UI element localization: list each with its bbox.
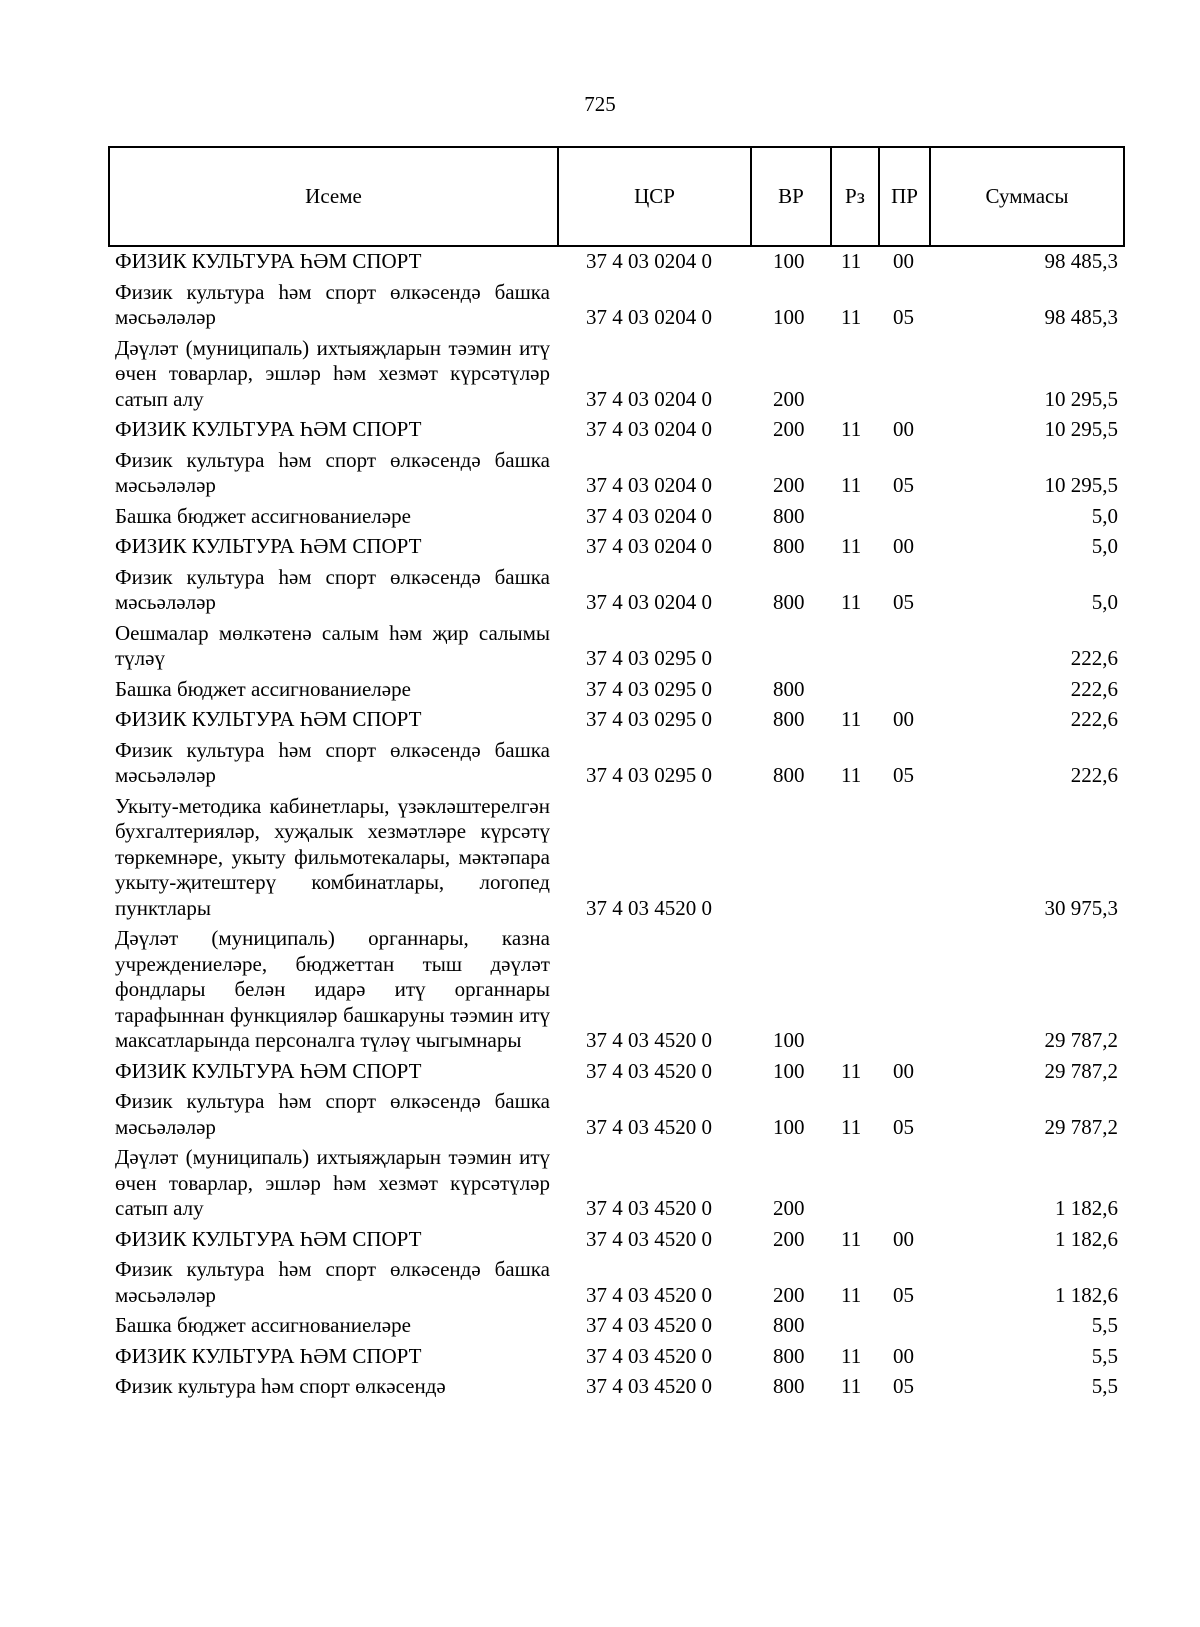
table-row (109, 502, 1124, 533)
cell-rz: 11 (841, 249, 862, 273)
cell-vr: 100 (773, 1028, 805, 1052)
cell-csr: 37 4 03 0295 0 (586, 676, 712, 701)
cell-vr: 200 (773, 1282, 805, 1307)
cell-sum: 5,0 (1091, 503, 1118, 528)
table-row (109, 924, 1124, 1057)
cell-name: Физик культура һәм спорт өлкәсендә башка мәсьәләләр (115, 447, 550, 497)
cell-pr (879, 619, 930, 675)
cell-name: Башка бюджет ассигнованиеләре (115, 503, 411, 528)
cell-name: ФИЗИК КУЛЬТУРА ҺӘМ СПОРТ (115, 1058, 422, 1083)
cell-pr: 05 (893, 763, 914, 787)
cell-sum: 29 787,2 (1044, 1028, 1118, 1052)
cell-rz: 11 (841, 763, 862, 787)
cell-pr: 05 (893, 590, 914, 614)
cell-name: Физик культура һәм спорт өлкәсендә башка мәсьәләләр (115, 564, 550, 614)
cell-csr: 37 4 03 4520 0 (586, 1028, 712, 1052)
cell-name: ФИЗИК КУЛЬТУРА ҺӘМ СПОРТ (115, 1343, 422, 1368)
table-body (109, 246, 1124, 1403)
header-rz: Рз (831, 147, 879, 246)
cell-vr: 800 (773, 763, 805, 787)
cell-csr: 37 4 03 0204 0 (586, 249, 712, 273)
cell-sum: 222,6 (1070, 707, 1118, 731)
cell-csr: 37 4 03 4520 0 (586, 1196, 712, 1220)
table-row (109, 1087, 1124, 1143)
cell-name: ФИЗИК КУЛЬТУРА ҺӘМ СПОРТ (115, 249, 422, 273)
cell-sum: 5,0 (1091, 534, 1118, 558)
cell-name: Башка бюджет ассигнованиеләре (115, 1313, 411, 1337)
cell-pr: 05 (893, 305, 914, 329)
cell-sum: 1 182,6 (1055, 1226, 1118, 1251)
table-row (109, 675, 1124, 706)
cell-vr: 200 (773, 417, 805, 441)
cell-vr: 800 (773, 1343, 805, 1368)
cell-sum: 222,6 (1070, 763, 1118, 787)
cell-rz: 11 (841, 417, 862, 441)
cell-rz (831, 924, 879, 1057)
cell-name: ФИЗИК КУЛЬТУРА ҺӘМ СПОРТ (115, 707, 422, 731)
cell-csr: 37 4 03 4520 0 (586, 1058, 712, 1083)
cell-csr: 37 4 03 0295 0 (586, 646, 712, 670)
cell-name: Физик культура һәм спорт өлкәсендә башка мәсьәләләр (115, 737, 550, 787)
cell-name: Оешмалар мөлкәтенә салым һәм җир салымы түләү (115, 620, 550, 670)
cell-csr: 37 4 03 0204 0 (586, 305, 712, 329)
cell-pr: 05 (893, 1114, 914, 1139)
cell-name: Физик культура һәм спорт өлкәсендә башка мәсьәләләр (115, 279, 550, 329)
cell-pr (879, 675, 930, 706)
cell-name: Физик культура һәм спорт өлкәсендә башка мәсьәләләр (115, 1257, 550, 1307)
cell-pr: 00 (893, 707, 914, 731)
cell-name: ФИЗИК КУЛЬТУРА ҺӘМ СПОРТ (115, 534, 422, 558)
cell-csr: 37 4 03 0204 0 (586, 386, 712, 411)
table-row (109, 532, 1124, 563)
cell-pr (879, 1311, 930, 1342)
cell-pr: 00 (893, 1058, 914, 1083)
cell-sum: 1 182,6 (1055, 1196, 1118, 1220)
cell-pr: 00 (893, 249, 914, 273)
cell-vr (751, 792, 831, 925)
cell-rz (831, 1143, 879, 1225)
cell-csr: 37 4 03 4520 0 (586, 1114, 712, 1139)
header-csr: ЦСР (558, 147, 751, 246)
cell-csr: 37 4 03 0295 0 (586, 707, 712, 731)
cell-rz: 11 (841, 1343, 862, 1368)
table-header (109, 147, 1124, 246)
table-row (109, 415, 1124, 446)
cell-sum: 10 295,5 (1044, 473, 1118, 497)
cell-pr: 00 (893, 417, 914, 441)
cell-sum: 10 295,5 (1044, 386, 1118, 411)
table-row (109, 334, 1124, 416)
cell-sum: 29 787,2 (1044, 1058, 1118, 1083)
cell-vr: 800 (773, 534, 805, 558)
cell-pr: 05 (893, 1282, 914, 1307)
cell-rz (831, 675, 879, 706)
table-row (109, 1225, 1124, 1256)
table-row (109, 736, 1124, 792)
cell-pr (879, 502, 930, 533)
cell-rz: 11 (841, 707, 862, 731)
cell-vr: 800 (773, 1313, 805, 1337)
cell-vr: 200 (773, 473, 805, 497)
cell-vr: 200 (773, 1196, 805, 1220)
cell-rz: 11 (841, 1058, 862, 1083)
cell-sum: 98 485,3 (1044, 305, 1118, 329)
cell-pr: 00 (893, 1226, 914, 1251)
table-row (109, 246, 1124, 278)
cell-rz: 11 (841, 473, 862, 497)
cell-csr: 37 4 03 0204 0 (586, 590, 712, 614)
cell-sum: 30 975,3 (1044, 895, 1118, 920)
cell-sum: 5,5 (1091, 1374, 1118, 1398)
cell-csr: 37 4 03 4520 0 (586, 1343, 712, 1368)
cell-rz (831, 334, 879, 416)
table-row (109, 792, 1124, 925)
cell-pr: 05 (893, 473, 914, 497)
cell-vr: 100 (773, 1058, 805, 1083)
cell-pr (879, 1143, 930, 1225)
cell-rz: 11 (841, 1226, 862, 1251)
cell-rz (831, 619, 879, 675)
table-row (109, 563, 1124, 619)
page-number: 725 (584, 92, 616, 116)
cell-csr: 37 4 03 0204 0 (586, 473, 712, 497)
cell-name: ФИЗИК КУЛЬТУРА ҺӘМ СПОРТ (115, 417, 422, 441)
cell-rz: 11 (841, 1114, 862, 1139)
cell-vr: 800 (773, 590, 805, 614)
cell-sum: 98 485,3 (1044, 249, 1118, 273)
cell-csr: 37 4 03 0295 0 (586, 763, 712, 787)
cell-pr (879, 924, 930, 1057)
header-pr: ПР (879, 147, 930, 246)
cell-csr: 37 4 03 0204 0 (586, 534, 712, 558)
cell-sum: 1 182,6 (1055, 1282, 1118, 1307)
table-row (109, 1255, 1124, 1311)
table-row (109, 1057, 1124, 1088)
table-row (109, 1143, 1124, 1225)
cell-csr: 37 4 03 4520 0 (586, 1374, 712, 1398)
cell-csr: 37 4 03 4520 0 (586, 1226, 712, 1251)
cell-rz (831, 792, 879, 925)
cell-vr: 800 (773, 503, 805, 528)
cell-rz: 11 (841, 1374, 862, 1398)
table-row (109, 1372, 1124, 1403)
cell-sum: 222,6 (1070, 646, 1118, 670)
cell-csr: 37 4 03 0204 0 (586, 503, 712, 528)
cell-vr: 100 (773, 1114, 805, 1139)
cell-csr: 37 4 03 4520 0 (586, 1282, 712, 1307)
cell-name: Дәүләт (муниципаль) ихтыяҗларын тәэмин итү өчен товарлар, эшләр һәм хезмәт күрсәтүләр сатып алу (115, 335, 550, 411)
cell-pr (879, 792, 930, 925)
table-row (109, 1342, 1124, 1373)
cell-sum: 5,5 (1091, 1313, 1118, 1337)
cell-name: Укыту-методика кабинетлары, үзәкләштерелгән бухгалтерияләр, хуҗалык хезмәтләре күрсәтү төркемнәре, укыту фильмотекалары, мәктәпара укыту-җитештерү комбинатлары, логопед пунктлары (115, 793, 550, 920)
cell-vr: 800 (773, 676, 805, 701)
cell-name: Дәүләт (муниципаль) ихтыяҗларын тәэмин итү өчен товарлар, эшләр һәм хезмәт күрсәтүләр сатып алу (115, 1145, 550, 1220)
cell-vr: 800 (773, 707, 805, 731)
cell-vr: 200 (773, 1226, 805, 1251)
cell-name: Башка бюджет ассигнованиеләре (115, 676, 411, 701)
cell-name: ФИЗИК КУЛЬТУРА ҺӘМ СПОРТ (115, 1226, 422, 1251)
table-row (109, 446, 1124, 502)
cell-csr: 37 4 03 4520 0 (586, 895, 712, 920)
cell-sum: 10 295,5 (1044, 417, 1118, 441)
cell-name: Физик культура һәм спорт өлкәсендә (115, 1374, 446, 1398)
cell-vr: 200 (773, 386, 805, 411)
cell-rz (831, 502, 879, 533)
header-sum: Суммасы (930, 147, 1124, 246)
cell-rz (831, 1311, 879, 1342)
cell-name: Дәүләт (муниципаль) органнары, казна учреждениеләре, бюджеттан тыш дәүләт фондлары белән идарә итү органнары тарафыннан функцияләр башкаруны тәэмин итү максатларында персоналга түләү чыгымнары (115, 926, 550, 1052)
cell-rz: 11 (841, 534, 862, 558)
cell-sum: 5,0 (1091, 590, 1118, 614)
header-vr: ВР (751, 147, 831, 246)
table-row (109, 705, 1124, 736)
budget-table (108, 146, 1125, 1403)
cell-vr (751, 619, 831, 675)
cell-pr: 05 (893, 1374, 914, 1398)
cell-name: Физик культура һәм спорт өлкәсендә башка мәсьәләләр (115, 1089, 550, 1139)
cell-pr: 00 (893, 534, 914, 558)
table-row (109, 278, 1124, 334)
budget-table-wrapper (108, 146, 1123, 1403)
cell-vr: 100 (773, 305, 805, 329)
cell-rz: 11 (841, 590, 862, 614)
cell-rz: 11 (841, 1282, 862, 1307)
cell-sum: 29 787,2 (1044, 1114, 1118, 1139)
cell-csr: 37 4 03 0204 0 (586, 417, 712, 441)
table-row (109, 619, 1124, 675)
cell-pr: 00 (893, 1343, 914, 1368)
cell-pr (879, 334, 930, 416)
cell-rz: 11 (841, 305, 862, 329)
cell-vr: 800 (773, 1374, 805, 1398)
table-row (109, 1311, 1124, 1342)
cell-csr: 37 4 03 4520 0 (586, 1313, 712, 1337)
cell-sum: 5,5 (1091, 1343, 1118, 1368)
cell-vr: 100 (773, 249, 805, 273)
cell-sum: 222,6 (1070, 676, 1118, 701)
header-name: Исеме (109, 147, 558, 246)
